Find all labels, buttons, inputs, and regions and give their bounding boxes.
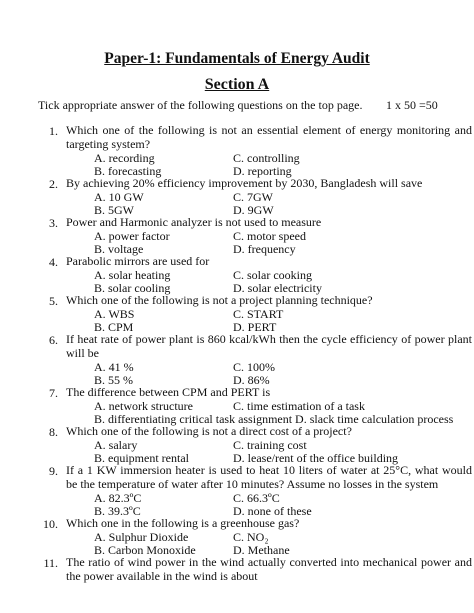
option-b[interactable]: B. equipment rental xyxy=(94,451,189,465)
option-d[interactable]: D. none of these xyxy=(233,504,312,518)
option-b[interactable]: B. 5GW xyxy=(94,203,134,217)
option-b[interactable]: B. 55 % xyxy=(94,373,133,387)
option-b[interactable]: B. forecasting xyxy=(94,164,162,178)
option-c[interactable]: C. training cost xyxy=(233,438,307,452)
question-number: 7. xyxy=(49,386,58,400)
question-text: The difference between CPM and PERT is xyxy=(66,385,271,399)
instruction-text: Tick appropriate answer of the following questions on the top page. xyxy=(38,98,363,112)
option-c[interactable]: C. 100% xyxy=(233,360,275,374)
question-text: Parabolic mirrors are used for xyxy=(66,254,210,268)
question-number: 2. xyxy=(49,177,58,191)
question-text: Which one of the following is not a direct cost of a project? xyxy=(66,424,352,438)
question-text: If a 1 KW immersion heater is used to heat 10 liters of water at 25°C, what would be the temperature of water after 10 minutes? Assume no losses in the system xyxy=(66,463,472,491)
option-b[interactable]: B. CPM xyxy=(94,320,134,334)
question-number: 11. xyxy=(43,556,58,570)
option-c[interactable]: C. NO₂ xyxy=(233,530,269,544)
question-text: Which one of the following is not an essential element of energy monitoring and targeting system? xyxy=(66,123,472,151)
option-b[interactable]: B. voltage xyxy=(94,242,144,256)
question-text: Power and Harmonic analyzer is not used to measure xyxy=(66,215,322,229)
option-a[interactable]: A. 82.3ºC xyxy=(94,491,142,505)
option-c[interactable]: C. 7GW xyxy=(233,190,273,204)
question-number: 1. xyxy=(49,124,58,138)
option-a[interactable]: A. 10 GW xyxy=(94,190,144,204)
option-a[interactable]: A. WBS xyxy=(94,307,135,321)
question-number: 4. xyxy=(49,255,58,269)
option-d[interactable]: D. 9GW xyxy=(233,203,274,217)
option-a[interactable]: A. 41 % xyxy=(94,360,134,374)
option-b[interactable]: B. solar cooling xyxy=(94,281,171,295)
option-d[interactable]: D. reporting xyxy=(233,164,292,178)
option-d[interactable]: D. frequency xyxy=(233,242,296,256)
question-text: The ratio of wind power in the wind actually converted into mechanical power and the power available in the wind is about xyxy=(66,555,472,583)
question-number: 6. xyxy=(49,333,58,347)
option-d[interactable]: D. Methane xyxy=(233,543,290,557)
question-text: Which one in the following is a greenhouse gas? xyxy=(66,516,300,530)
option-c[interactable]: C. controlling xyxy=(233,151,300,165)
option-d[interactable]: D. lease/rent of the office building xyxy=(233,451,399,465)
question-number: 9. xyxy=(49,464,58,478)
question-number: 10. xyxy=(43,517,58,531)
section-heading: Section A xyxy=(204,76,270,93)
option-d[interactable]: D. PERT xyxy=(233,320,277,334)
option-a[interactable]: A. network structure xyxy=(94,399,193,413)
option-c[interactable]: C. 66.3ºC xyxy=(233,491,280,505)
option-c[interactable]: C. solar cooking xyxy=(233,268,312,282)
option-d[interactable]: D. solar electricity xyxy=(233,281,322,295)
question-number: 3. xyxy=(49,216,58,230)
option-c[interactable]: C. motor speed xyxy=(233,229,306,243)
question-number: 8. xyxy=(49,425,58,439)
question-text: If heat rate of power plant is 860 kcal/kWh then the cycle efficiency of power plant will be xyxy=(66,332,472,360)
option-b[interactable]: B. Carbon Monoxide xyxy=(94,543,196,557)
option-c[interactable]: C. START xyxy=(233,307,284,321)
option-c[interactable]: C. time estimation of a task xyxy=(233,399,365,413)
option-a[interactable]: A. salary xyxy=(94,438,138,452)
marks-text: 1 x 50 =50 xyxy=(386,98,438,112)
option-a[interactable]: A. power factor xyxy=(94,229,170,243)
option-a[interactable]: A. Sulphur Dioxide xyxy=(94,530,189,544)
question-text: Which one of the following is not a project planning technique? xyxy=(66,293,373,307)
option-d[interactable]: D. 86% xyxy=(233,373,270,387)
question-text: By achieving 20% efficiency improvement by 2030, Bangladesh will save xyxy=(66,176,423,190)
option-b-d[interactable]: B. differentiating critical task assignment D. slack time calculation process xyxy=(94,412,454,426)
paper-title: Paper-1: Fundamentals of Energy Audit xyxy=(104,50,370,67)
option-a[interactable]: A. recording xyxy=(94,151,155,165)
option-b[interactable]: B. 39.3ºC xyxy=(94,504,141,518)
question-number: 5. xyxy=(49,294,58,308)
option-a[interactable]: A. solar heating xyxy=(94,268,171,282)
